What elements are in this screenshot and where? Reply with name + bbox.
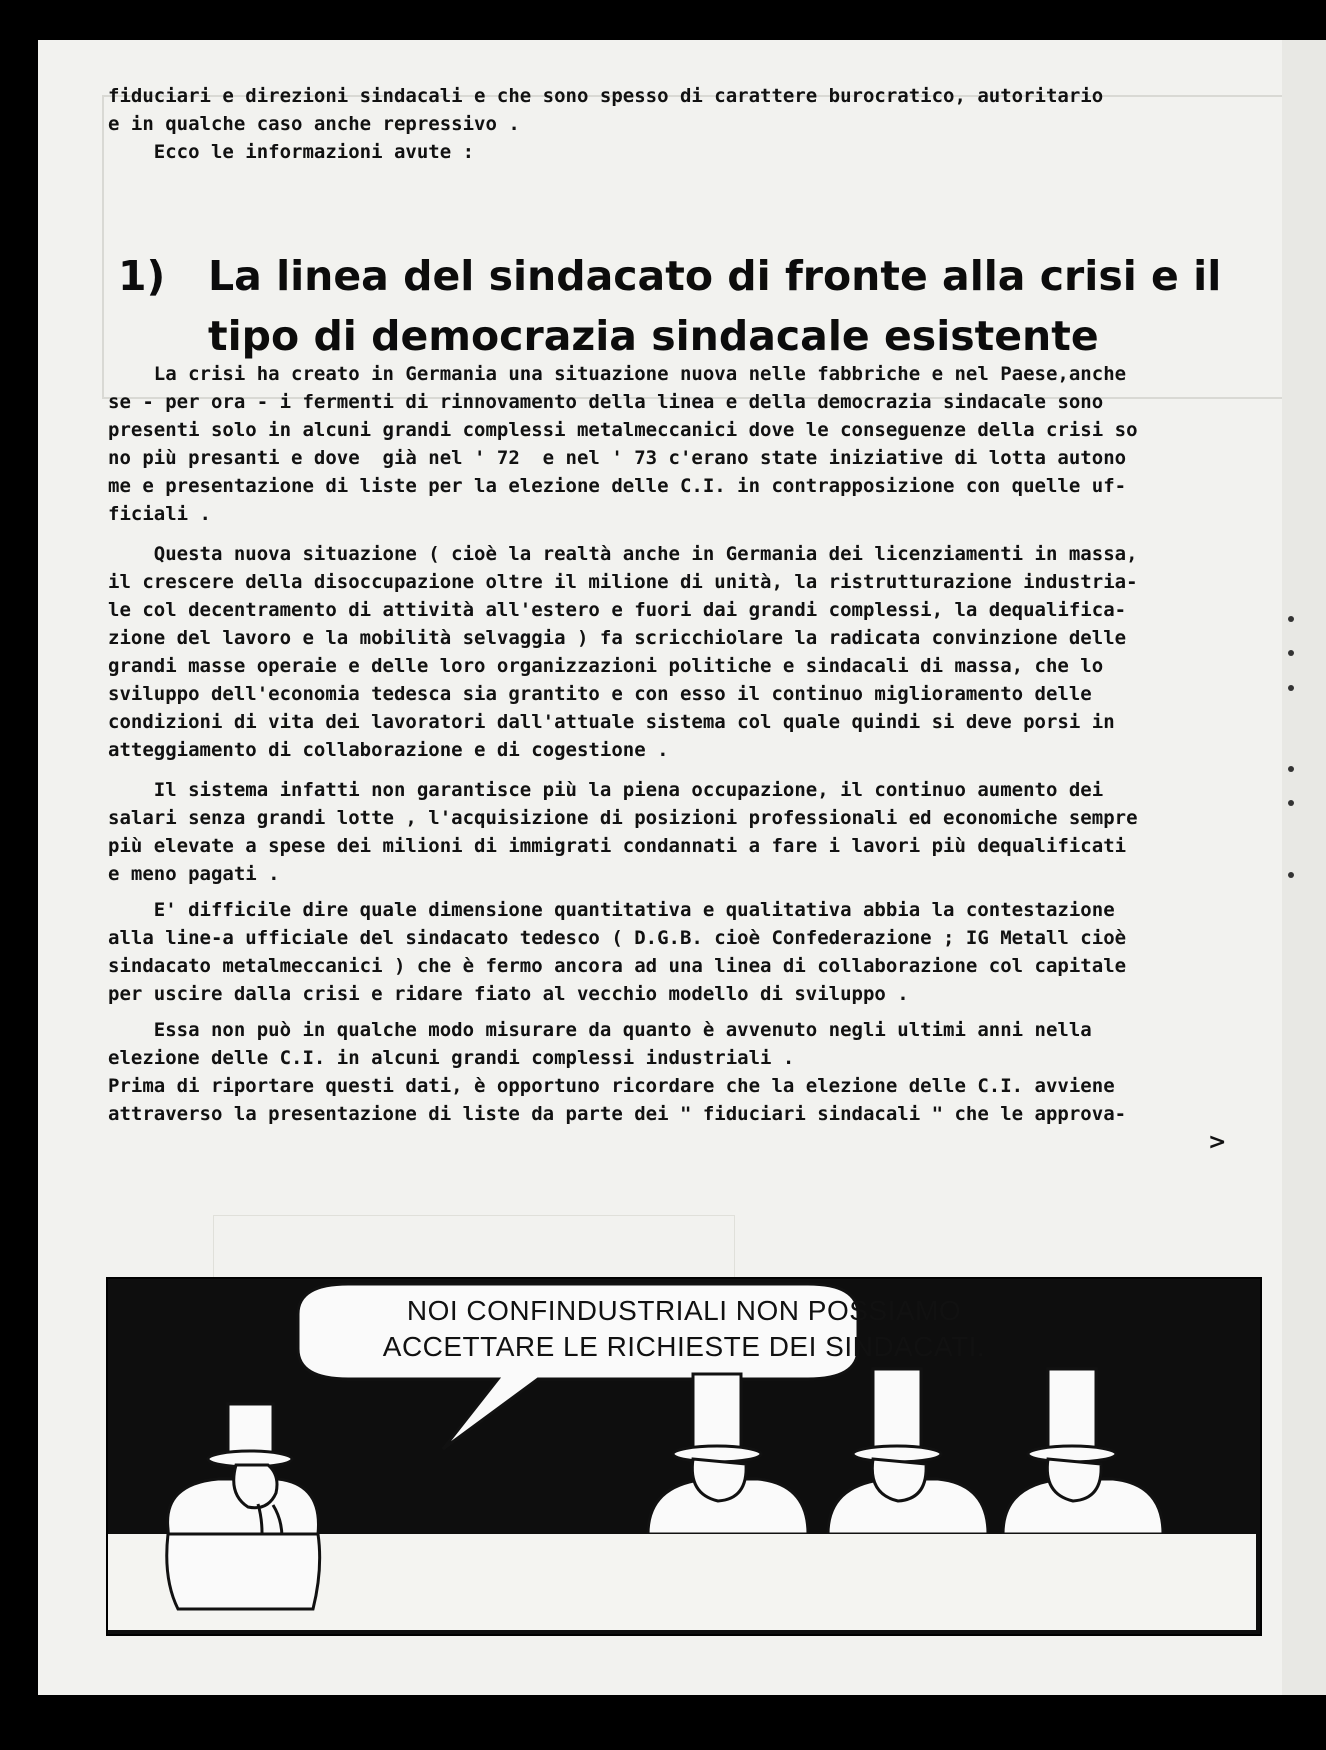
body-line: per uscire dalla crisi e ridare fiato al vecchio modello di sviluppo . xyxy=(108,983,909,1005)
margin-mark xyxy=(1288,766,1294,772)
body-line: Prima di riportare questi dati, è opportuno ricordare che la elezione delle C.I. avviene xyxy=(108,1075,1115,1097)
body-line: se - per ora - i fermenti di rinnovamento della linea e della democrazia sindacale sono xyxy=(108,391,1104,413)
margin-mark xyxy=(1288,650,1294,656)
margin-mark xyxy=(1288,872,1294,878)
body-line: le col decentramento di attività all'estero e fuori dai grandi complessi, la dequalifica- xyxy=(108,599,1127,621)
body-line: E' difficile dire quale dimensione quantitativa e qualitativa abbia la contestazione xyxy=(108,899,1115,921)
intro-line: fiduciari e direzioni sindacali e che sono spesso di carattere burocratico, autoritario xyxy=(108,85,1104,107)
body-line: atteggiamento di collaborazione e di cogestione . xyxy=(108,739,669,761)
body-line: sindacato metalmeccanici ) che è fermo ancora ad una linea di collaborazione col capitale xyxy=(108,955,1127,977)
body-line: Il sistema infatti non garantisce più la piena occupazione, il continuo aumento dei xyxy=(108,779,1104,801)
speech-bubble-line: ACCETTARE LE RICHIESTE DEI SINDACATI. xyxy=(382,1331,986,1362)
body-line: alla line-a ufficiale del sindacato tedesco ( D.G.B. cioè Confederazione ; IG Metall cioè xyxy=(108,927,1127,949)
document-page xyxy=(38,40,1282,1695)
margin-mark xyxy=(1288,685,1294,691)
body-line: La crisi ha creato in Germania una situazione nuova nelle fabbriche e nel Paese,anche xyxy=(108,363,1127,385)
body-line: elezione delle C.I. in alcuni grandi complessi industriali . xyxy=(108,1047,795,1069)
body-line: ficiali . xyxy=(108,503,211,525)
body-line: Questa nuova situazione ( cioè la realtà anche in Germania dei licenziamenti in massa, xyxy=(108,543,1138,565)
margin-mark xyxy=(1288,800,1294,806)
body-line: Essa non può in qualche modo misurare da quanto è avvenuto negli ultimi anni nella xyxy=(108,1019,1092,1041)
cartoon-illustration xyxy=(106,1277,1262,1636)
body-line: attraverso la presentazione di liste da parte dei " fiduciari sindacali " che le approva- xyxy=(108,1103,1127,1125)
adjacent-page-edge xyxy=(1282,40,1326,1695)
industrialist-figure xyxy=(1003,1369,1163,1534)
section-number: 1) xyxy=(118,252,166,300)
speech-bubble-line: NOI CONFINDUSTRIALI NON POSSIAMO xyxy=(406,1295,962,1326)
continuation-arrow: > xyxy=(1208,1130,1227,1155)
intro-line: Ecco le informazioni avute : xyxy=(108,141,475,163)
body-line: zione del lavoro e la mobilità selvaggia ) fa scricchiolare la radicata convinzione delle xyxy=(108,627,1127,649)
body-line: il crescere della disoccupazione oltre il milione di unità, la ristrutturazione industria- xyxy=(108,571,1138,593)
section-title-line: tipo di democrazia sindacale esistente xyxy=(208,312,1099,360)
body-line: e meno pagati . xyxy=(108,863,280,885)
body-line: più elevate a spese dei milioni di immigrati condannati a fare i lavori più dequalificati xyxy=(108,835,1127,857)
body-line: sviluppo dell'economia tedesca sia grantito e con esso il continuo miglioramento delle xyxy=(108,683,1092,705)
body-line: condizioni di vita dei lavoratori dall'attuale sistema col quale quindi si deve porsi in xyxy=(108,711,1115,733)
body-line: me e presentazione di liste per la elezione delle C.I. in contrapposizione con quelle uf- xyxy=(108,475,1127,497)
body-line: salari senza grandi lotte , l'acquisizione di posizioni professionali ed economiche sempre xyxy=(108,807,1138,829)
section-heading xyxy=(118,246,1282,366)
margin-mark xyxy=(1288,616,1294,622)
body-line: no più presanti e dove già nel ' 72 e nel ' 73 c'erano state iniziative di lotta autono xyxy=(108,447,1127,469)
industrialist-figure xyxy=(648,1374,808,1534)
intro-line: e in qualche caso anche repressivo . xyxy=(108,113,520,135)
section-title-line: La linea del sindacato di fronte alla crisi e il xyxy=(208,252,1222,300)
industrialist-figure xyxy=(828,1369,988,1534)
body-line: grandi masse operaie e delle loro organizzazioni politiche e sindacali di massa, che lo xyxy=(108,655,1104,677)
body-line: presenti solo in alcuni grandi complessi metalmeccanici dove le conseguenze della crisi so xyxy=(108,419,1138,441)
